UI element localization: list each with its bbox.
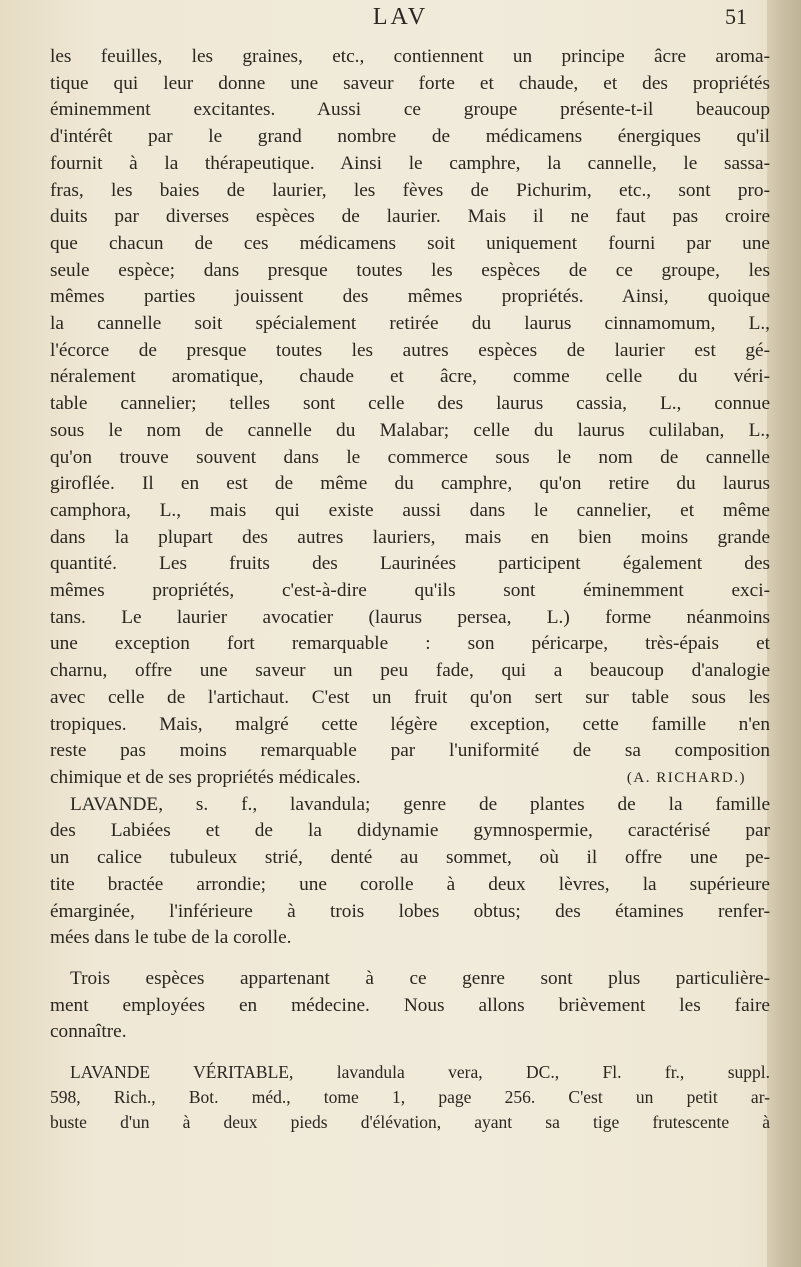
text-line: tans. Le laurier avocatier (laurus persea, L.) forme néanmoins: [50, 606, 770, 628]
text-line: sous le nom de cannelle du Malabar; celle du laurus culilaban, L.,: [50, 419, 770, 441]
text-line: tropiques. Mais, malgré cette légère exception, cette famille n'en: [50, 713, 770, 735]
running-head: LAV: [372, 4, 429, 30]
text-line: tite bractée arrondie; une corolle à deux lèvres, la supérieure: [50, 873, 770, 895]
text-line-end: mées dans le tube de la corolle.: [50, 927, 292, 949]
text-line: mêmes propriétés, c'est-à-dire qu'ils sont éminemment exci-: [50, 580, 770, 602]
text-line-with-signature: [50, 765, 770, 792]
text-line: ment employées en médecine. Nous allons brièvement les faire: [50, 994, 770, 1016]
text-line: fras, les baies de laurier, les fèves de Pichurim, etc., sont pro-: [50, 179, 770, 201]
text-line: un calice tubuleux strié, denté au sommet, où il offre une pe-: [50, 847, 770, 869]
text-line: mêmes parties jouissent des mêmes propriétés. Ainsi, quoique: [50, 286, 770, 308]
paragraph-spacer: [50, 1046, 770, 1060]
text-line: l'écorce de presque toutes les autres espèces de laurier est gé-: [50, 339, 770, 361]
text-line: tique qui leur donne une saveur forte et chaude, et des propriétés: [50, 72, 770, 94]
text-line: LAVANDE VÉRITABLE, lavandula vera, DC., Fl. fr., suppl.: [70, 1062, 770, 1083]
page-number: 51: [725, 4, 747, 29]
text-line: seule espèce; dans presque toutes les espèces de ce groupe, les: [50, 259, 770, 281]
text-line: éminemment excitantes. Aussi ce groupe présente-t-il beaucoup: [50, 99, 770, 121]
text-line: charnu, offre une saveur un peu fade, qui a beaucoup d'analogie: [50, 660, 770, 682]
text-body: [50, 44, 770, 1135]
text-line: fournit à la thérapeutique. Ainsi le camphre, la cannelle, le sassa-: [50, 152, 770, 174]
text-line: duits par diverses espèces de laurier. Mais il ne faut pas croire: [50, 206, 770, 228]
paragraph-laurinees: [50, 44, 770, 792]
text-line: giroflée. Il en est de même du camphre, qu'on retire du laurus: [50, 473, 770, 495]
text-line: camphora, L., mais qui existe aussi dans le cannelier, et même: [50, 499, 770, 521]
text-line-end: chimique et de ses propriétés médicales.: [50, 766, 361, 788]
text-line: des Labiées et de la didynamie gymnospermie, caractérisé par: [50, 820, 770, 842]
text-line: émarginée, l'inférieure à trois lobes obtus; des étamines renfer-: [50, 900, 770, 922]
paragraph-trois-especes: [50, 966, 770, 1046]
text-line: que chacun de ces médicamens soit uniquement fourni par une: [50, 232, 770, 254]
text-line: la cannelle soit spécialement retirée du laurus cinnamomum, L.,: [50, 313, 770, 335]
text-line: Trois espèces appartenant à ce genre sont plus particulière-: [70, 967, 770, 989]
text-line: reste pas moins remarquable par l'uniformité de sa composition: [50, 740, 770, 762]
paragraph-lavande-veritable: [50, 1060, 770, 1135]
text-line: avec celle de l'artichaut. C'est un fruit qu'on sert sur table sous les: [50, 686, 770, 708]
text-line: néralement aromatique, chaude et âcre, comme celle du véri-: [50, 366, 770, 388]
text-line: 598, Rich., Bot. méd., tome 1, page 256. C'est un petit ar-: [50, 1087, 770, 1108]
text-line: d'intérêt par le grand nombre de médicamens énergiques qu'il: [50, 126, 770, 148]
paragraph-lavande-definition: [50, 792, 770, 952]
text-line-end: connaître.: [50, 1021, 127, 1043]
text-line: les feuilles, les graines, etc., contiennent un principe âcre aroma-: [50, 46, 770, 67]
paragraph-spacer: [50, 952, 770, 966]
text-line: dans la plupart des autres lauriers, mais en bien moins grande: [50, 526, 770, 548]
text-line: une exception fort remarquable : son péricarpe, très-épais et: [50, 633, 770, 655]
text-line: buste d'un à deux pieds d'élévation, ayant sa tige frutescente à: [50, 1112, 770, 1133]
entry-heading-line: LAVANDE, s. f., lavandula; genre de plantes de la famille: [70, 793, 770, 815]
text-line: quantité. Les fruits des Laurinées participent également des: [50, 553, 770, 575]
text-line: table cannelier; telles sont celle des laurus cassia, L., connue: [50, 393, 770, 415]
page-binding-edge: [767, 0, 801, 1267]
text-line: qu'on trouve souvent dans le commerce sous le nom de cannelle: [50, 446, 770, 468]
page-header: [0, 4, 801, 34]
author-signature: (A. RICHARD.): [626, 769, 746, 786]
